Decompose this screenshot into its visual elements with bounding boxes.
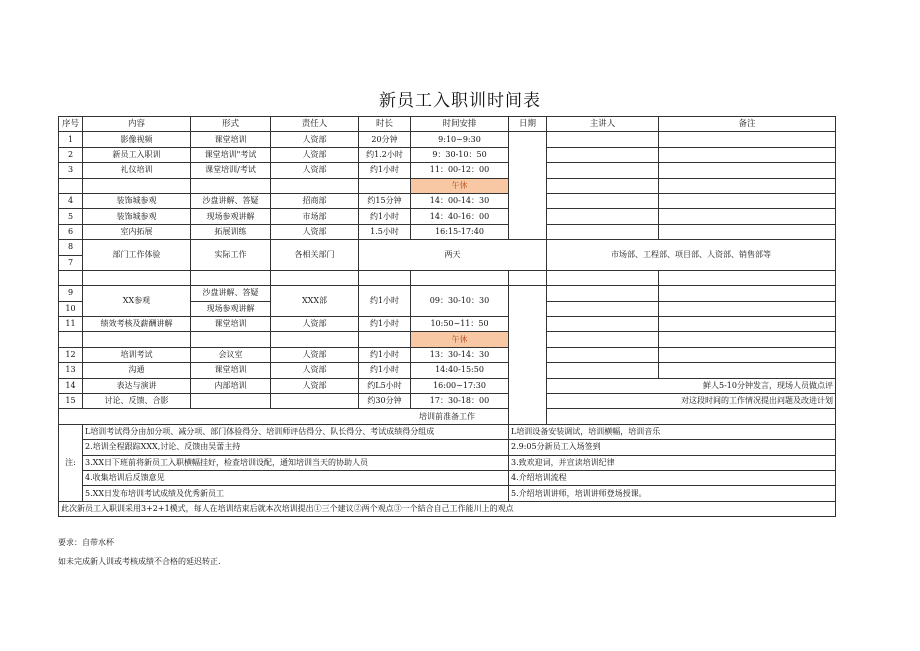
lecturer-cell [547,163,659,178]
owner-cell: 人资部 [271,317,359,332]
owner-cell: 人资部 [271,132,359,147]
owner-cell: 人资部 [271,224,359,239]
remark-cell [659,347,836,362]
time-cell: 17：30-18：00 [411,394,509,409]
remark-cell [659,224,836,239]
remark-cell: 市场部、工程部、项目部、人资部、销售部等 [547,240,836,271]
owner-cell: 招商部 [271,193,359,208]
form-cell: 课堂培训"考试 [191,147,271,162]
header-content: 内容 [83,117,191,132]
seq-cell: 7 [59,255,83,270]
duration-cell: 约1小时 [359,163,411,178]
content-cell: 部门工作体验 [83,240,191,271]
lunch-row [59,178,836,193]
table-row [59,209,836,224]
prep-row [59,424,836,439]
prep-right-item: 5.介绍培训讲师，培训讲师登场授课。 [509,486,836,501]
date-cell [509,286,547,425]
prep-right-item: 2.9:05分新员工入场签到 [509,440,836,455]
date-cell [509,132,547,240]
header-remark: 备注 [659,117,836,132]
lecturer-cell [547,193,659,208]
content-cell: 绩效考核及薪酬讲解 [83,317,191,332]
content-cell: 培训考试 [83,347,191,362]
form-cell: 课堂培训 [191,317,271,332]
form-cell: 拓展训练 [191,224,271,239]
duration-cell: 约1小时 [359,347,411,362]
prep-right-item: 4.介绍培训流程 [509,470,836,485]
duration-cell: 1.5小时 [359,224,411,239]
table-row [59,347,836,362]
owner-cell: XXX部 [271,286,359,317]
form-cell: 课堂培训 [191,132,271,147]
duration-cell: 约1.2小时 [359,147,411,162]
time-cell: 16:15-17:40 [411,224,509,239]
form-cell: 会议室 [191,347,271,362]
remark-cell [659,301,836,316]
owner-cell: 各相关部门 [271,240,359,271]
duration-cell: 约1小时 [359,286,411,317]
prep-title: 培训前准备工作 [59,409,836,424]
time-cell: 10:50~11：50 [411,317,509,332]
owner-cell: 人资部 [271,147,359,162]
header-time: 时间安排 [411,117,509,132]
prep-right-item: L培训设备安装调试，培训横幅，培训音乐 [509,424,836,439]
form-cell: 沙盘讲解、答疑 [191,286,271,301]
seq-cell: 8 [59,240,83,255]
prep-row [59,455,836,470]
duration-cell: 约1小时 [359,317,411,332]
lecturer-cell [547,132,659,147]
form-cell: 课堂培训 [191,363,271,378]
seq-cell: 5 [59,209,83,224]
header-form: 形式 [191,117,271,132]
time-cell: 11：00-12：00 [411,163,509,178]
table-row [59,363,836,378]
header-date: 日期 [509,117,547,132]
owner-cell: 人资部 [271,378,359,393]
lecturer-cell [547,209,659,224]
prep-row [59,486,836,501]
remark-cell [659,209,836,224]
header-seq: 序号 [59,117,83,132]
form-cell: 现场参观讲解 [191,301,271,316]
lunch-cell: 午休 [411,178,509,193]
content-cell: 讨论、反馈、合影 [83,394,191,409]
duration-cell: 两天 [359,240,547,271]
seq-cell: 1 [59,132,83,147]
content-cell: 影像视频 [83,132,191,147]
form-cell: 沙盘讲解、答疑 [191,193,271,208]
time-cell: 14：00-14：30 [411,193,509,208]
table-row [59,378,836,393]
owner-cell: 市场部 [271,209,359,224]
form-cell: 内部培训 [191,378,271,393]
prep-left-item: L培训考试得分由加分项、减分项、部门体验得分、培训师评估得分、队长得分、考试成绩得分组成 [83,424,509,439]
remark-cell [659,363,836,378]
content-cell: 礼仪培训 [83,163,191,178]
header-owner: 责任人 [271,117,359,132]
remark-cell: 鲜人5-10分钟发言，现场人员做点评 [547,378,836,393]
seq-cell: 6 [59,224,83,239]
lecturer-cell [547,147,659,162]
remark-cell [659,163,836,178]
duration-cell: 约1小时 [359,209,411,224]
remark-cell [659,132,836,147]
remark-cell [659,286,836,301]
form-cell: 实际工作 [191,240,271,271]
requirement-note: 要求：自带水杯 [58,538,114,547]
seq-cell: 9 [59,286,83,301]
content-cell: 表达与演讲 [83,378,191,393]
table-row [59,163,836,178]
seq-cell: 14 [59,378,83,393]
seq-cell: 11 [59,317,83,332]
form-cell [191,394,271,409]
lecturer-cell [547,286,659,301]
page-title: 新员工入职训时间表 [379,91,541,111]
lecturer-cell [547,363,659,378]
remark-cell [659,317,836,332]
time-cell: 14：40-16：00 [411,209,509,224]
prep-left-item: 5.XX日发布培训考试成绩及优秀新员工 [83,486,509,501]
summary-text: 此次新员工入职训采用3+2+1模式，每人在培训结束后就本次培训提出①三个建议②两个观点③一个結合自己工作能川上的观点 [59,501,836,516]
table-row [59,286,836,301]
remark-cell [659,193,836,208]
seq-cell: 12 [59,347,83,362]
duration-cell: 20分钟 [359,132,411,147]
lecturer-cell [547,317,659,332]
table-row [59,240,836,255]
time-cell: 16:00~17:30 [411,378,509,393]
owner-cell: 人资部 [271,163,359,178]
duration-cell: 约30分钟 [359,394,411,409]
spacer-row [59,270,836,285]
lecturer-cell [547,224,659,239]
prep-title-row [59,409,836,424]
prep-row [59,470,836,485]
table-row [59,147,836,162]
remark-cell: 对这段时间的工作情况提出问题及改进计划 [547,394,836,409]
header-lecturer: 主讲人 [547,117,659,132]
summary-row [59,501,836,516]
time-cell: 9:10~9:30 [411,132,509,147]
prep-left-item: 3.XX日下班前将新员工入职横幅挂好，检查培训设配，通知培训当天的协助人员 [83,455,509,470]
content-cell: XX参观 [83,286,191,317]
prep-left-item: 2.培训全程跟踪XXX,讨论、反馈由吴蕾主持 [83,440,509,455]
note-label: 注: [59,424,83,501]
seq-cell: 10 [59,301,83,316]
owner-cell: 人资部 [271,347,359,362]
time-cell: 09：30-10：30 [411,286,509,317]
remark-cell [659,147,836,162]
seq-cell: 3 [59,163,83,178]
table-row [59,317,836,332]
table-row [59,132,836,147]
duration-cell: 约L5小时 [359,378,411,393]
form-cell: 课堂培训/考试 [191,163,271,178]
duration-cell: 约15分钟 [359,193,411,208]
lunch-cell: 午休 [411,332,509,347]
form-cell: 现场参观讲解 [191,209,271,224]
table-row [59,224,836,239]
time-cell: 9：30-10：50 [411,147,509,162]
seq-cell: 4 [59,193,83,208]
content-cell: 室内拓展 [83,224,191,239]
owner-cell: 人资部 [271,363,359,378]
time-cell: 14:40-15:50 [411,363,509,378]
content-cell: 装饰城参观 [83,209,191,224]
lunch-row [59,332,836,347]
seq-cell: 2 [59,147,83,162]
lecturer-cell [547,347,659,362]
content-cell: 新员工入职训 [83,147,191,162]
table-row [59,394,836,409]
prep-left-item: 4.收集培训后反馈意见 [83,470,509,485]
prep-row [59,440,836,455]
duration-cell: 约1小时 [359,363,411,378]
content-cell: 装饰城参观 [83,193,191,208]
lecturer-cell [547,301,659,316]
time-cell: 13：30-14：30 [411,347,509,362]
prep-right-item: 3.致欢迎词，并宣读培训纪律 [509,455,836,470]
owner-cell [271,394,359,409]
content-cell: 沟通 [83,363,191,378]
warning-note: 如未完成新人训或考核成绩不合格的延迟转正. [58,557,221,566]
header-row [59,117,836,132]
header-duration: 时长 [359,117,411,132]
table-row [59,193,836,208]
seq-cell: 13 [59,363,83,378]
seq-cell: 15 [59,394,83,409]
schedule-table [58,116,836,517]
